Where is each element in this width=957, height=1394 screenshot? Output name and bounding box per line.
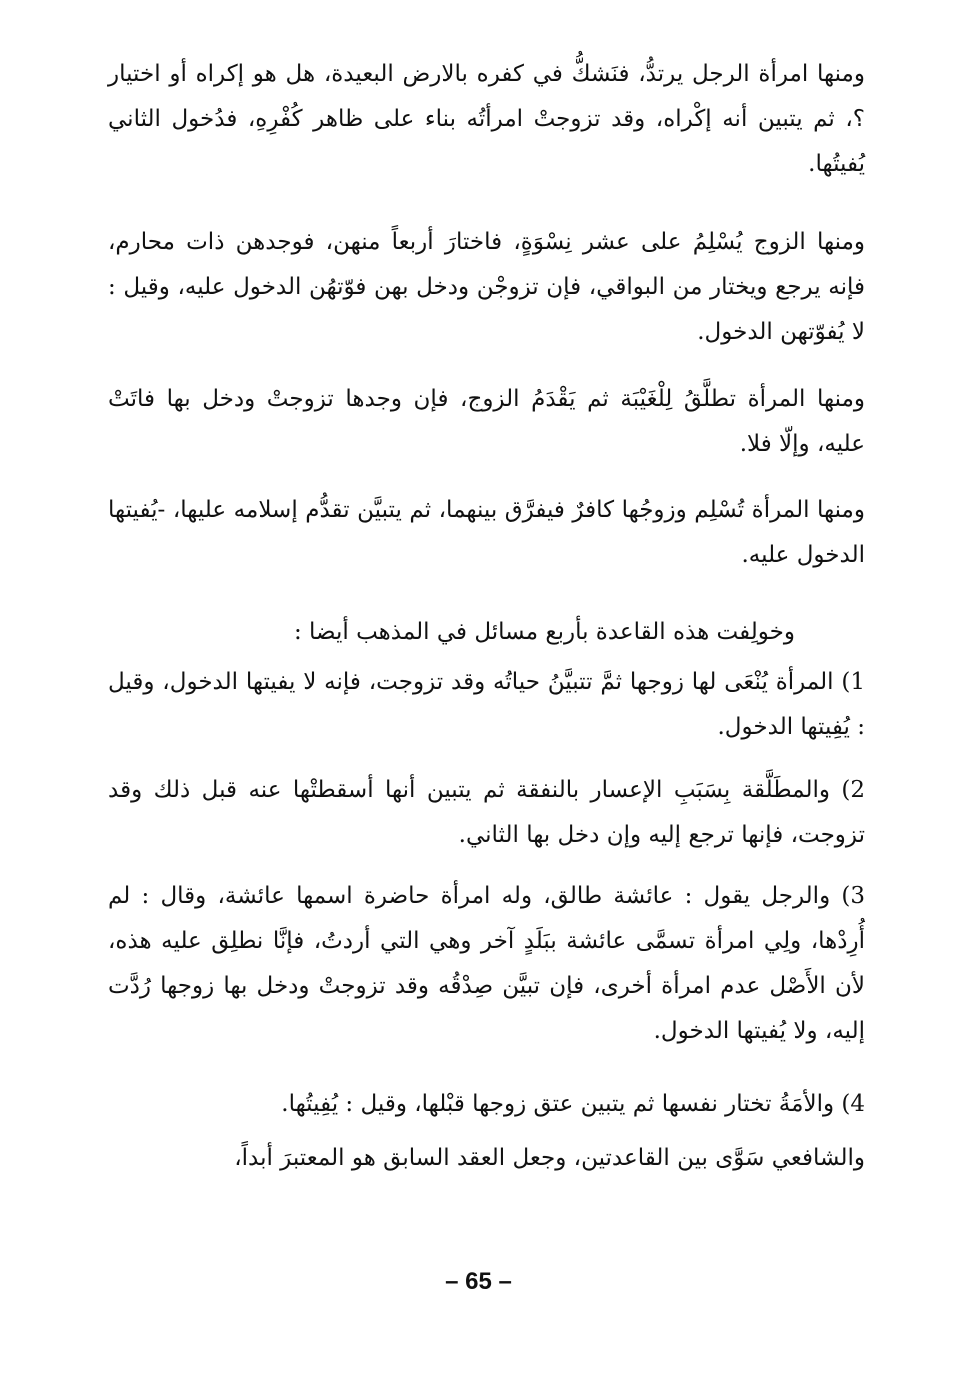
body-text: [108, 1136, 865, 1181]
body-text: [108, 377, 865, 467]
body-text: [108, 488, 865, 578]
list-item-3: 3) والرجل يقول : عائشة طالق، وله امرأة حاضرة اسمها عائشة، وقال : لم أُرِدْها، ولِي امرأة تسمَّى عائشة ببَلَدٍ آخر وهي التي أردتُ، فإنَّا نطلِق عليه هذه، لأن الأَصْل عدم امرأة أخرى، فإن تبيَّن صِدْقُه وقد تزوجتْ ودخل بها زوجها رُدَّت إليه، ولا يُفيتها الدخول.: [108, 883, 865, 1044]
body-text: [108, 610, 865, 655]
body-text: [108, 874, 865, 1054]
body-text: [108, 660, 865, 750]
body-text: [108, 1082, 865, 1127]
list-item-2: 2) والمطَلَّقة بِسَبَبِ الإعسار بالنفقة ثم يتبين أنها أسقطتْها عنه قبل ذلك وقد تزوجت، فإنها ترجع إليه وإن دخل بها الثاني.: [108, 777, 865, 848]
paragraph-ten-wives: ومنها الزوج يُسْلِمُ على عشر نِسْوَةٍ، فاختارَ أربعاً منهن، فوجدهن ذات محارم، فإنه يرجع ويختار من البواقي، فإن تزوجْن ودخل بهن فوّتهُن الدخول عليه، وقيل : لا يُفوّتهن الدخول.: [108, 229, 865, 345]
body-text: [108, 52, 865, 187]
paragraph-exceptions-intro: وخولِفت هذه القاعدة بأربع مسائل في المذهب أيضا :: [293, 619, 795, 645]
body-text: [108, 220, 865, 355]
body-text: [108, 768, 865, 858]
paragraph-shafii: والشافعي سَوَّى بين القاعدتين، وجعل العقد السابق هو المعتبرَ أبداً،: [234, 1145, 865, 1171]
paragraph-apostate-husband: ومنها امرأة الرجل يرتدُّ، فنَشكُّ في كفره بالارض البعيدة، هل هو إكراه أو اختيار ؟، ثم يتبين أنه إكْراه، وقد تزوجتْ امرأتُه بناء على ظاهر كُفْرِهِ، فدُخول الثاني يُفيتُها.: [108, 61, 865, 177]
paragraph-convert-wife: ومنها المرأة تُسْلِم وزوجُها كافرٌ فيفرَّق بينهما، ثم يتبيَّن تقدُّم إسلامه عليها، -يُفيتها الدخول عليه.: [108, 497, 865, 568]
page-number: – 65 –: [445, 1268, 512, 1295]
list-item-4: 4) والأمَةُ تختار نفسها ثم يتبين عتق زوجها قبْلها، وقيل : يُفِيتُها.: [281, 1091, 865, 1117]
list-item-1: 1) المرأة يُنْعَى لها زوجها ثمَّ تتبيَّنُ حياتُه وقد تزوجت، فإنه لا يفيتها الدخول، وقيل : يُفِيتها الدخول.: [108, 669, 865, 740]
paragraph-absence-divorce: ومنها المرأة تطلَّقُ لِلْغَيْبَة ثم يَقْدَمُ الزوج، فإن وجدها تزوجتْ ودخل بها فاتَتْ عليه، وإلّا فلا.: [108, 386, 865, 457]
